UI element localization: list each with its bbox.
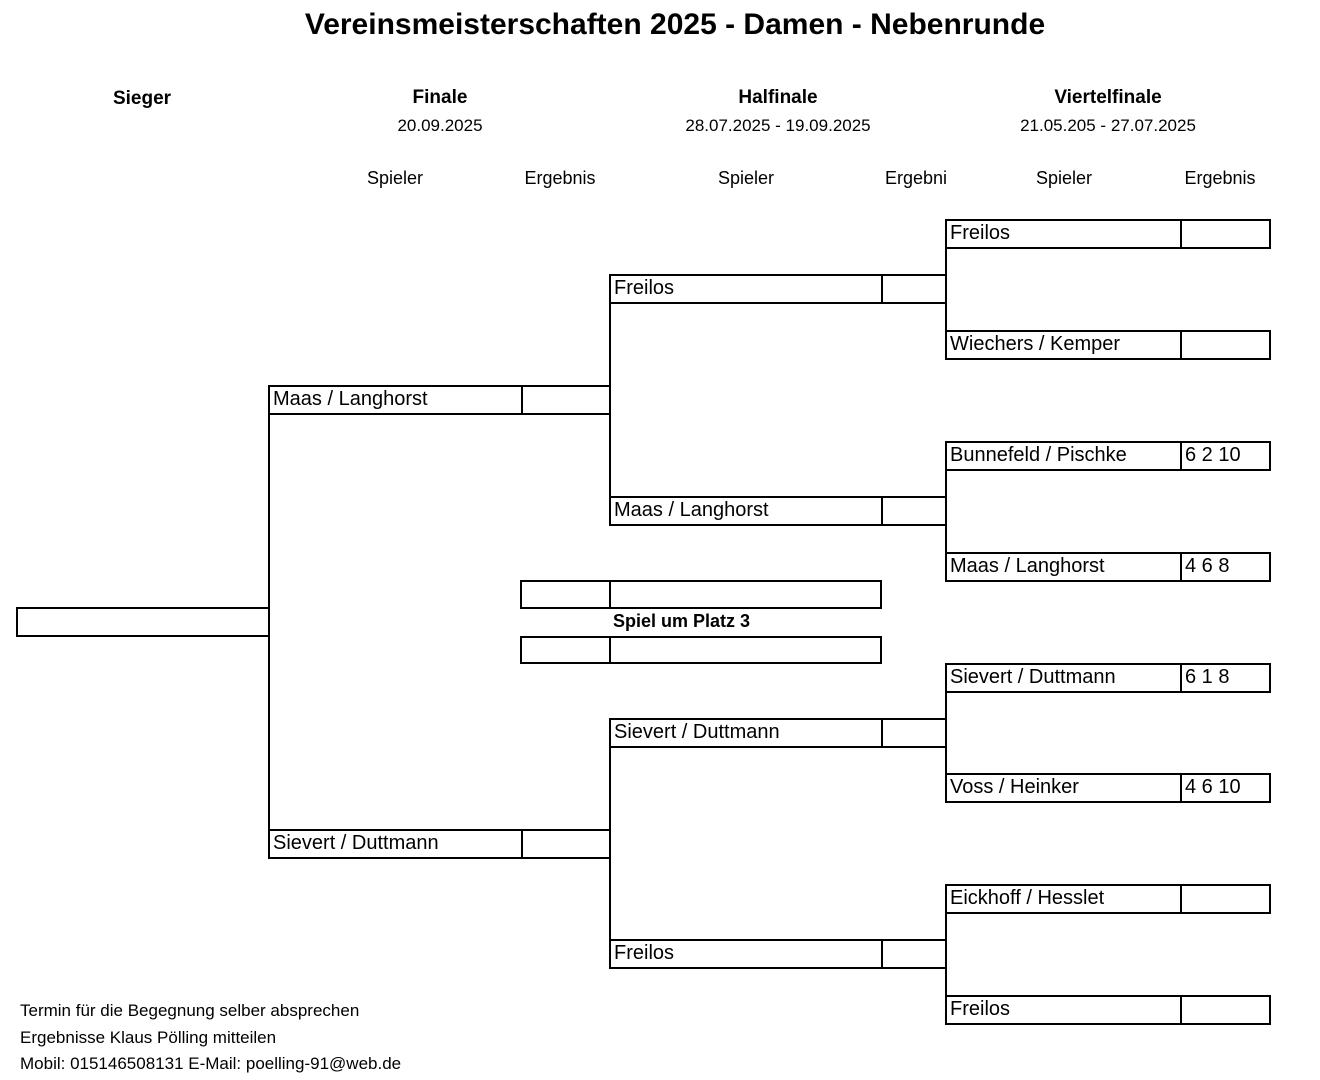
final-result-2[interactable] bbox=[521, 829, 611, 859]
qf-player-6[interactable]: Voss / Heinker bbox=[945, 773, 1182, 803]
qf-player-8[interactable]: Freilos bbox=[945, 995, 1182, 1025]
subheader-finale-ergebnis: Ergebnis bbox=[524, 168, 596, 188]
subheader-halbfinale-spieler: Spieler bbox=[717, 168, 775, 188]
column-date-finale: 20.09.2025 bbox=[397, 116, 483, 135]
qf-result-4[interactable]: 4 6 8 bbox=[1180, 552, 1271, 582]
qf-player-2[interactable]: Wiechers / Kemper bbox=[945, 330, 1182, 360]
final-result-1[interactable] bbox=[521, 385, 611, 415]
qf-result-1[interactable] bbox=[1180, 219, 1271, 249]
qf-result-7[interactable] bbox=[1180, 884, 1271, 914]
column-header-finale: Finale bbox=[412, 87, 468, 108]
final-player-2[interactable]: Sievert / Duttmann bbox=[268, 829, 523, 859]
sf-result-4[interactable] bbox=[881, 939, 947, 969]
platz3-player-top[interactable] bbox=[609, 580, 882, 609]
column-date-halbfinale: 28.07.2025 - 19.09.2025 bbox=[685, 116, 871, 135]
qf-player-7[interactable]: Eickhoff / Hesslet bbox=[945, 884, 1182, 914]
column-header-sieger: Sieger bbox=[112, 88, 172, 109]
column-header-halbfinale: Halfinale bbox=[738, 87, 818, 108]
sf-result-3[interactable] bbox=[881, 718, 947, 748]
footer-note-2: Ergebnisse Klaus Pölling mitteilen bbox=[20, 1028, 277, 1047]
qf-result-3[interactable]: 6 2 10 bbox=[1180, 441, 1271, 471]
sf-player-1[interactable]: Freilos bbox=[609, 274, 883, 304]
column-date-viertelfinale: 21.05.205 - 27.07.2025 bbox=[1020, 116, 1196, 135]
platz3-result-bottom[interactable] bbox=[520, 636, 611, 664]
page-title: Vereinsmeisterschaften 2025 - Damen - Nebenrunde bbox=[304, 8, 1046, 41]
subheader-finale-spieler: Spieler bbox=[366, 168, 424, 188]
subheader-viertelfinale-ergebnis: Ergebnis bbox=[1184, 168, 1256, 188]
footer-note-1: Termin für die Begegnung selber absprechen bbox=[20, 1001, 360, 1020]
final-player-1[interactable]: Maas / Langhorst bbox=[268, 385, 523, 415]
qf-result-8[interactable] bbox=[1180, 995, 1271, 1025]
qf-player-5[interactable]: Sievert / Duttmann bbox=[945, 663, 1182, 693]
winner-box[interactable] bbox=[16, 607, 270, 637]
column-header-viertelfinale: Viertelfinale bbox=[1054, 87, 1162, 108]
qf-result-2[interactable] bbox=[1180, 330, 1271, 360]
platz3-label: Spiel um Platz 3 bbox=[613, 611, 751, 631]
qf-result-6[interactable]: 4 6 10 bbox=[1180, 773, 1271, 803]
platz3-player-bottom[interactable] bbox=[609, 636, 882, 664]
qf-player-3[interactable]: Bunnefeld / Pischke bbox=[945, 441, 1182, 471]
sf-result-2[interactable] bbox=[881, 496, 947, 526]
sf-result-1[interactable] bbox=[881, 274, 947, 304]
sf-player-3[interactable]: Sievert / Duttmann bbox=[609, 718, 883, 748]
qf-result-5[interactable]: 6 1 8 bbox=[1180, 663, 1271, 693]
platz3-result-top[interactable] bbox=[520, 580, 611, 609]
subheader-halbfinale-ergebnis: Ergebni bbox=[884, 168, 948, 188]
qf-player-1[interactable]: Freilos bbox=[945, 219, 1182, 249]
subheader-viertelfinale-spieler: Spieler bbox=[1035, 168, 1093, 188]
sf-player-2[interactable]: Maas / Langhorst bbox=[609, 496, 883, 526]
footer-contact: Mobil: 015146508131 E-Mail: poelling-91@web.de bbox=[20, 1054, 402, 1073]
sf-player-4[interactable]: Freilos bbox=[609, 939, 883, 969]
qf-player-4[interactable]: Maas / Langhorst bbox=[945, 552, 1182, 582]
